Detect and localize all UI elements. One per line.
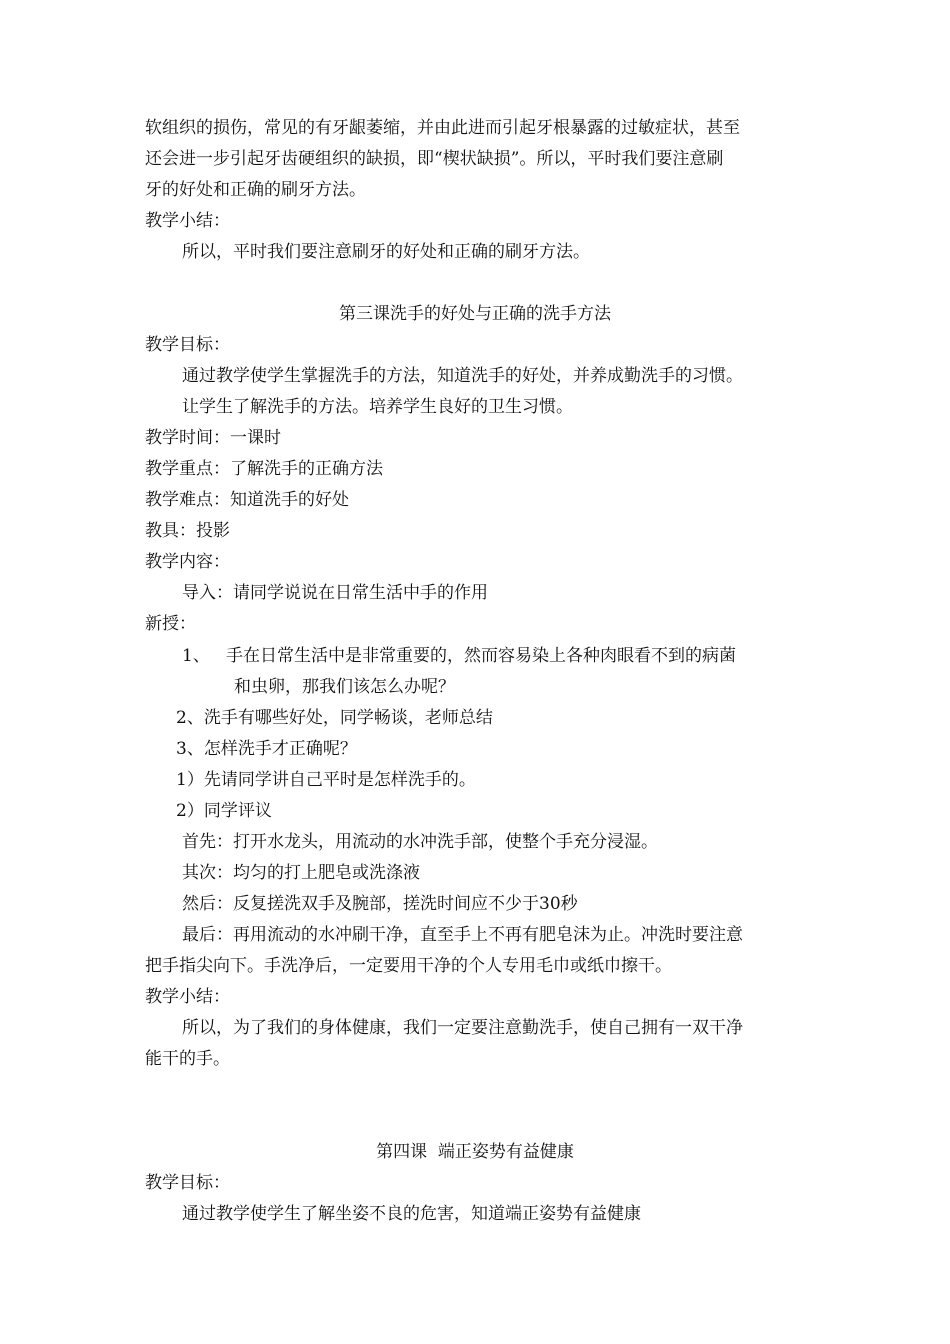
section-label: 教学重点：了解洗手的正确方法	[145, 459, 383, 479]
list-item: 2）同学评议	[176, 801, 272, 821]
paragraph-line: 牙的好处和正确的刷牙方法。	[145, 180, 366, 200]
paragraph-line: 手在日常生活中是非常重要的，然而容易染上各种肉眼看不到的病菌	[226, 646, 736, 666]
paragraph-line: 所以，平时我们要注意刷牙的好处和正确的刷牙方法。	[182, 242, 590, 262]
lesson-title: 第三课洗手的好处与正确的洗手方法	[339, 304, 611, 324]
paragraph-line: 让学生了解洗手的方法。培养学生良好的卫生习惯。	[182, 397, 573, 417]
paragraph-line: 把手指尖向下。手洗净后，一定要用干净的个人专用毛巾或纸巾擦干。	[145, 956, 672, 976]
paragraph-line: 软组织的损伤，常见的有牙龈萎缩，并由此进而引起牙根暴露的过敏症状，甚至	[145, 118, 740, 138]
paragraph-line: 首先：打开水龙头，用流动的水冲洗手部，使整个手充分浸湿。	[182, 832, 658, 852]
lesson-title: 第四课 端正姿势有益健康	[376, 1142, 574, 1162]
section-label: 教学目标：	[145, 335, 230, 355]
paragraph-line: 所以，为了我们的身体健康，我们一定要注意勤洗手，使自己拥有一双干净	[182, 1018, 743, 1038]
section-label: 教学内容：	[145, 552, 230, 572]
section-label: 教学小结：	[145, 987, 230, 1007]
paragraph-line: 通过教学使学生掌握洗手的方法，知道洗手的好处，并养成勤洗手的习惯。	[182, 366, 743, 386]
paragraph-line: 然后：反复搓洗双手及腕部，搓洗时间应不少于30秒	[182, 894, 578, 914]
paragraph-line: 能干的手。	[145, 1049, 230, 1069]
list-marker: 1、	[182, 646, 210, 666]
section-label: 新授：	[145, 614, 196, 634]
section-label: 教具：投影	[145, 521, 230, 541]
paragraph-line: 还会进一步引起牙齿硬组织的缺损，即“楔状缺损”。所以，平时我们要注意刷	[145, 149, 724, 169]
section-label: 教学难点：知道洗手的好处	[145, 490, 349, 510]
paragraph-line: 和虫卵，那我们该怎么办呢？	[234, 677, 455, 697]
list-item: 1）先请同学讲自己平时是怎样洗手的。	[176, 770, 476, 790]
section-label: 教学目标：	[145, 1173, 230, 1193]
section-label: 教学小结：	[145, 211, 230, 231]
paragraph-line: 最后：再用流动的水冲刷干净，直至手上不再有肥皂沫为止。冲洗时要注意	[182, 925, 743, 945]
list-item: 2、洗手有哪些好处，同学畅谈，老师总结	[176, 708, 493, 728]
section-label: 教学时间：一课时	[145, 428, 281, 448]
paragraph-line: 通过教学使学生了解坐姿不良的危害，知道端正姿势有益健康	[182, 1204, 641, 1224]
paragraph-line: 导入：请同学说说在日常生活中手的作用	[182, 583, 488, 603]
paragraph-line: 其次：均匀的打上肥皂或洗涤液	[182, 863, 420, 883]
list-item: 3、怎样洗手才正确呢？	[176, 739, 357, 759]
